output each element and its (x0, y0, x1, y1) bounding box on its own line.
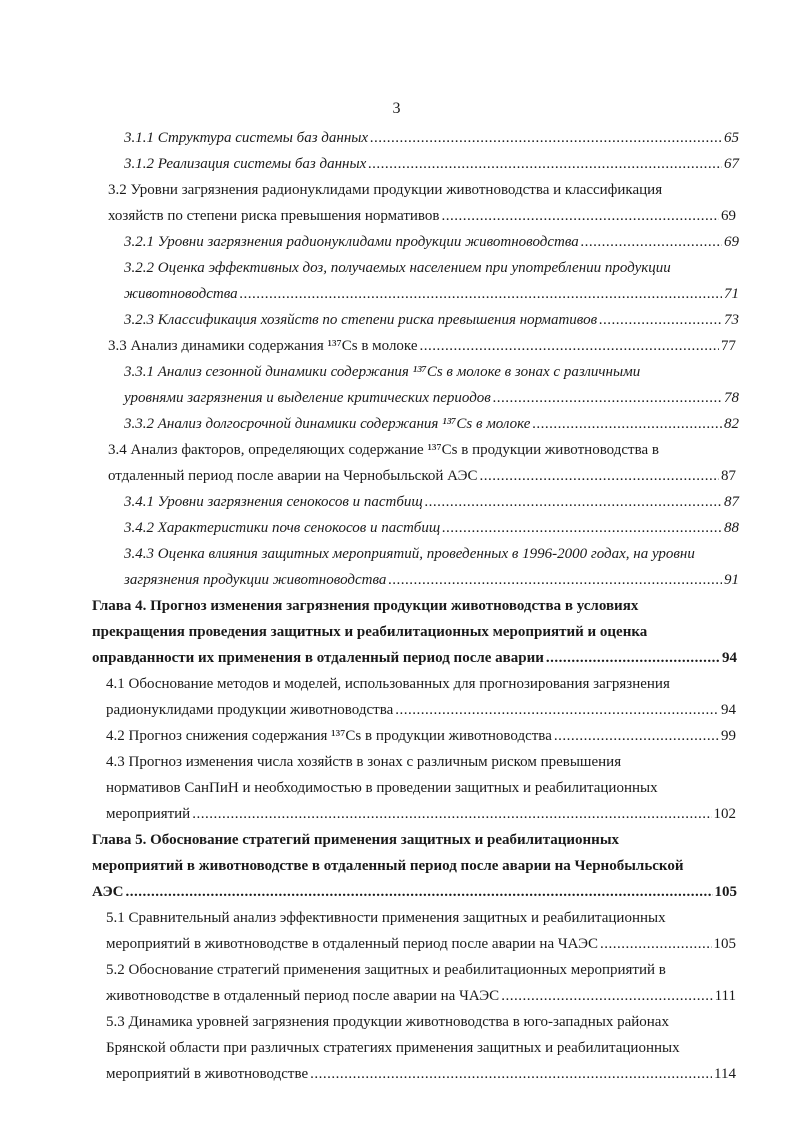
toc-page-number: 102 (713, 806, 736, 822)
toc-entry[interactable] (92, 593, 737, 671)
toc-entry-text: 3.2.3 Классификация хозяйств по степени риска превышения нормативов (124, 312, 598, 328)
toc-entry-text: загрязнения продукции животноводства (124, 572, 387, 588)
dot-leader (125, 879, 712, 905)
dot-leader (554, 723, 719, 749)
dot-leader (546, 645, 720, 671)
toc-entry[interactable] (124, 125, 739, 151)
toc-page-number: 114 (714, 1066, 736, 1082)
toc-entry-text: мероприятий (106, 806, 191, 822)
toc-entry-text: Глава 4. Прогноз изменения загрязнения продукции животноводства в условиях (92, 598, 639, 614)
toc-entry-text: животноводстве в отдаленный период после аварии на ЧАЭС (106, 988, 500, 1004)
toc-entry-text: 3.2.2 Оценка эффективных доз, получаемых населением при употреблении продукции (124, 260, 671, 276)
dot-leader (388, 567, 722, 593)
toc-entry-text: 3.4.2 Характеристики почв сенокосов и пастбищ (124, 520, 441, 536)
toc-entry-text: 3.1.2 Реализация системы баз данных (124, 156, 367, 172)
dot-leader (240, 281, 722, 307)
dot-leader (441, 203, 719, 229)
toc-page-number: 87 (724, 494, 739, 510)
dot-leader (493, 385, 722, 411)
toc-entry[interactable] (124, 541, 739, 593)
toc-entry[interactable] (124, 151, 739, 177)
toc-page-number: 88 (724, 520, 739, 536)
dot-leader (501, 983, 712, 1009)
toc-entry-text: 3.4 Анализ факторов, определяющих содержание ¹³⁷Cs в продукции животноводства в (108, 442, 659, 458)
table-of-contents (0, 125, 793, 1087)
toc-page-number: 77 (721, 338, 736, 354)
toc-page-number: 94 (722, 650, 737, 666)
toc-entry-text: Брянской области при различных стратегиях применения защитных и реабилитационных (106, 1040, 680, 1056)
dot-leader (442, 515, 722, 541)
toc-entry-text: мероприятий в животноводстве в отдаленный период после аварии на Чернобыльской (92, 858, 684, 874)
toc-page-number: 105 (714, 884, 737, 900)
toc-entry[interactable] (106, 749, 736, 827)
toc-entry-text: 4.3 Прогноз изменения числа хозяйств в зонах с различным риском превышения (106, 754, 622, 770)
dot-leader (310, 1061, 712, 1087)
dot-leader (395, 697, 719, 723)
toc-entry-text: 4.1 Обоснование методов и моделей, использованных для прогнозирования загрязнения (106, 676, 670, 692)
dot-leader (532, 411, 722, 437)
toc-entry-text: 5.1 Сравнительный анализ эффективности применения защитных и реабилитационных (106, 910, 666, 926)
toc-entry[interactable] (124, 255, 739, 307)
toc-entry-text: уровнями загрязнения и выделение критических периодов (124, 390, 491, 406)
toc-page-number: 99 (721, 728, 736, 744)
toc-page-number: 87 (721, 468, 736, 484)
toc-page-number: 71 (724, 286, 739, 302)
toc-entry-text: 3.3 Анализ динамики содержания ¹³⁷Cs в молоке (108, 338, 418, 354)
toc-entry-text: 3.3.2 Анализ долгосрочной динамики содержания ¹³⁷Cs в молоке (124, 416, 531, 432)
toc-entry[interactable] (92, 827, 737, 905)
toc-entry[interactable] (124, 229, 739, 255)
toc-entry-text: прекращения проведения защитных и реабилитационных мероприятий и оценка (92, 624, 648, 640)
toc-entry-text: мероприятий в животноводстве в отдаленный период после аварии на ЧАЭС (106, 936, 598, 952)
toc-entry-text: 4.2 Прогноз снижения содержания ¹³⁷Cs в продукции животноводства (106, 728, 552, 744)
dot-leader (420, 333, 719, 359)
dot-leader (368, 151, 722, 177)
toc-entry-text: радионуклидами продукции животноводства (106, 702, 394, 718)
toc-entry-text: 5.3 Динамика уровней загрязнения продукции животноводства в юго-западных районах (106, 1014, 669, 1030)
toc-entry[interactable] (106, 1009, 736, 1087)
toc-entry[interactable] (108, 333, 736, 359)
toc-page-number: 78 (724, 390, 739, 406)
toc-entry-text: нормативов СанПиН и необходимостью в проведении защитных и реабилитационных (106, 780, 658, 796)
toc-entry-text: 3.1.1 Структура системы баз данных (124, 130, 369, 146)
toc-page-number: 94 (721, 702, 736, 718)
toc-entry-text: 3.2.1 Уровни загрязнения радионуклидами продукции животноводства (124, 234, 579, 250)
toc-page-number: 73 (724, 312, 739, 328)
toc-page-number: 111 (714, 988, 736, 1004)
toc-entry[interactable] (124, 359, 739, 411)
dot-leader (192, 801, 711, 827)
toc-entry-text: 3.2 Уровни загрязнения радионуклидами продукции животноводства и классификация (108, 182, 663, 198)
toc-entry-text: 3.4.1 Уровни загрязнения сенокосов и пастбищ (124, 494, 423, 510)
toc-page-number: 82 (724, 416, 739, 432)
toc-entry-text: Глава 5. Обоснование стратегий применения защитных и реабилитационных (92, 832, 620, 848)
dot-leader (480, 463, 720, 489)
toc-entry-text: 3.3.1 Анализ сезонной динамики содержания ¹³⁷Cs в молоке в зонах с различными (124, 364, 641, 380)
dot-leader (599, 307, 722, 333)
toc-page-number: 69 (724, 234, 739, 250)
toc-page-number: 91 (724, 572, 739, 588)
toc-entry-text: оправданности их применения в отдаленный период после аварии (92, 650, 544, 666)
toc-entry-text: 5.2 Обоснование стратегий применения защитных и реабилитационных мероприятий в (106, 962, 666, 978)
toc-entry[interactable] (106, 671, 736, 723)
toc-entry[interactable] (106, 957, 736, 1009)
toc-entry-text: отдаленный период после аварии на Чернобыльской АЭС (108, 468, 478, 484)
toc-entry[interactable] (108, 177, 736, 229)
toc-entry[interactable] (106, 905, 736, 957)
toc-entry-text: мероприятий в животноводстве (106, 1066, 309, 1082)
toc-entry-text: животноводства (124, 286, 238, 302)
toc-page-number: 67 (724, 156, 739, 172)
toc-entry[interactable] (124, 489, 739, 515)
toc-entry-text: АЭС (92, 884, 124, 900)
page-number: 3 (392, 100, 401, 117)
dot-leader (600, 931, 712, 957)
toc-entry[interactable] (124, 411, 739, 437)
toc-page-number: 65 (724, 130, 739, 146)
toc-entry[interactable] (106, 723, 736, 749)
toc-entry-text: хозяйств по степени риска превышения нормативов (108, 208, 440, 224)
toc-entry[interactable] (108, 437, 736, 489)
dot-leader (370, 125, 722, 151)
toc-page-number: 105 (713, 936, 736, 952)
dot-leader (581, 229, 722, 255)
toc-entry[interactable] (124, 515, 739, 541)
toc-page-number: 69 (721, 208, 736, 224)
toc-entry-text: 3.4.3 Оценка влияния защитных мероприятий, проведенных в 1996-2000 годах, на уровни (124, 546, 695, 562)
toc-entry[interactable] (124, 307, 739, 333)
dot-leader (425, 489, 722, 515)
